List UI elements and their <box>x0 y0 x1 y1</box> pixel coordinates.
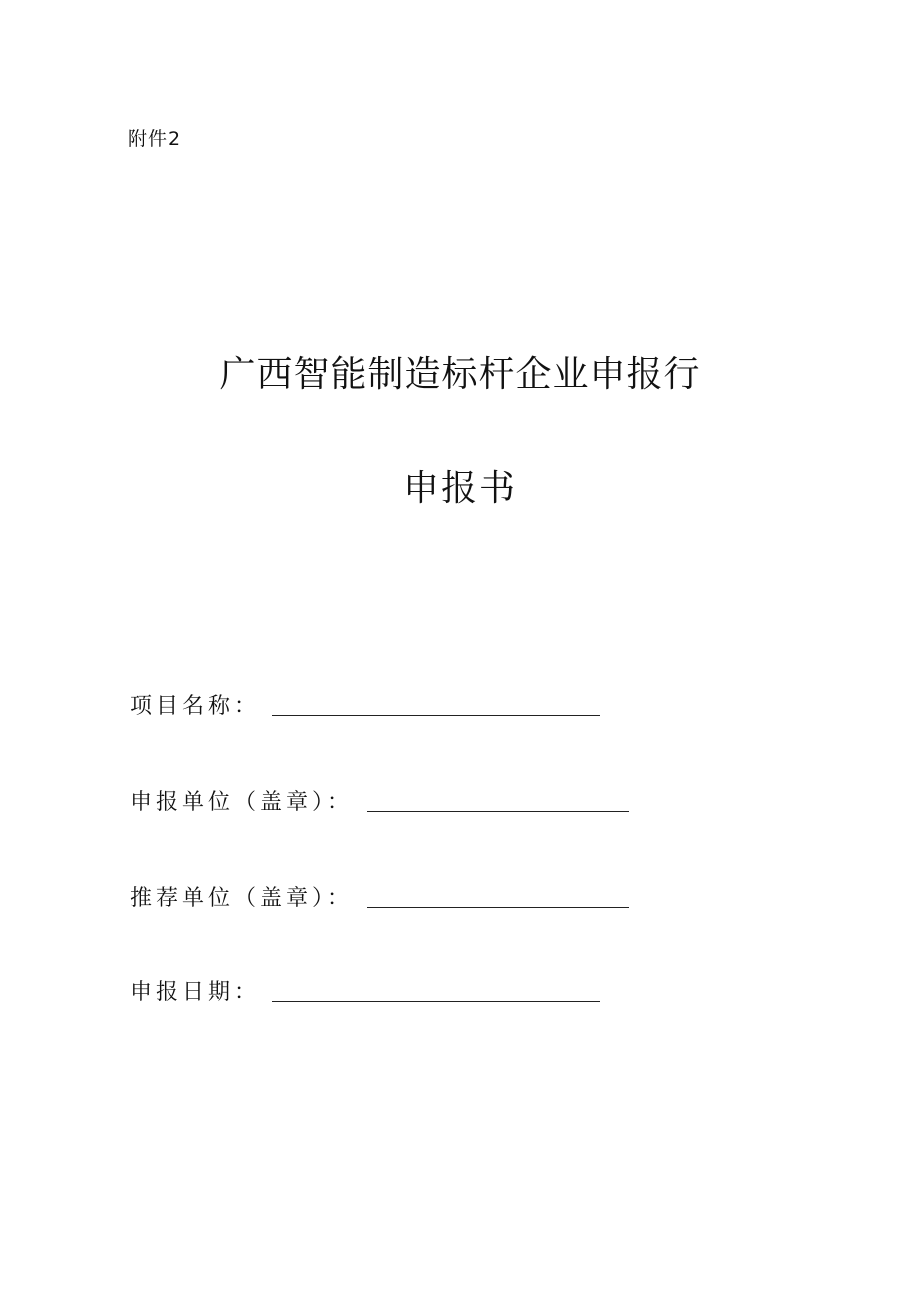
document-title: 广西智能制造标杆企业申报行 <box>219 354 701 395</box>
attachment-label: 附件2 <box>128 128 182 150</box>
application-date-blank[interactable] <box>272 1001 600 1002</box>
applicant-unit-field <box>130 782 629 816</box>
document-subtitle: 申报书 <box>402 468 517 509</box>
recommending-unit-field <box>130 878 629 912</box>
project-name-blank[interactable] <box>272 715 600 716</box>
project-name-field <box>130 686 600 720</box>
project-name-label: 项目名称： <box>130 694 261 719</box>
recommending-unit-label: 推荐单位（盖章）： <box>130 886 354 911</box>
application-date-field <box>130 972 600 1006</box>
application-date-label: 申报日期： <box>130 980 261 1005</box>
applicant-unit-label: 申报单位（盖章）： <box>130 790 354 815</box>
recommending-unit-blank[interactable] <box>367 907 629 908</box>
applicant-unit-blank[interactable] <box>367 811 629 812</box>
